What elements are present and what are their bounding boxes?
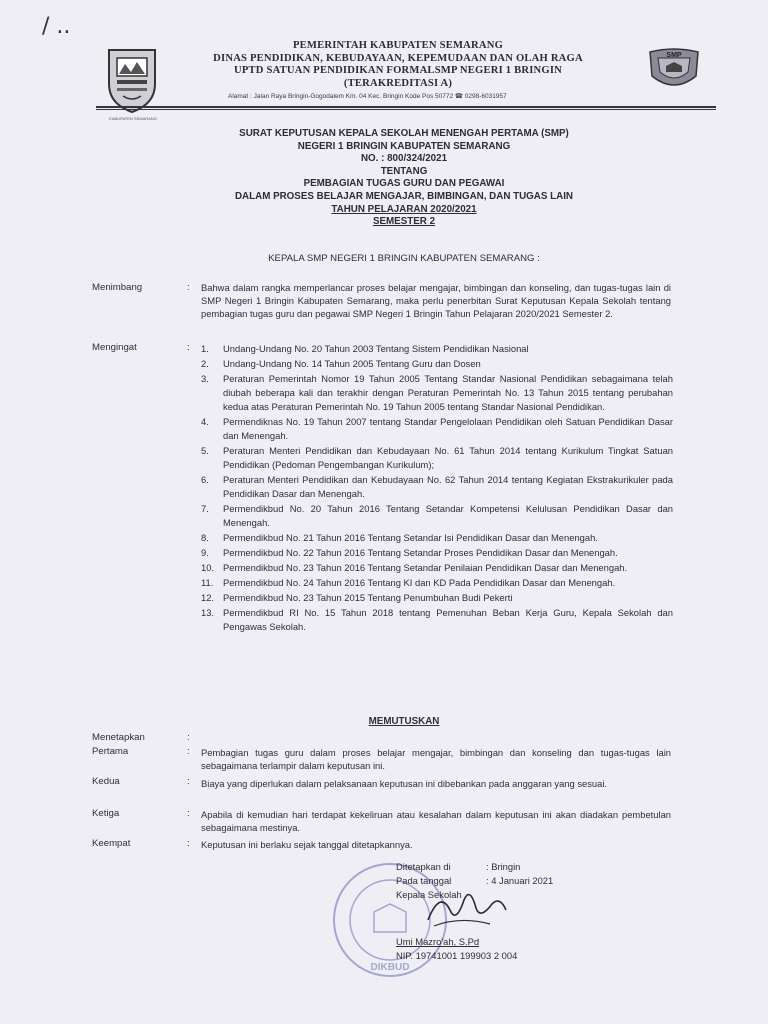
ditetapkan-value: : Bringin (486, 861, 521, 872)
tanggal-label: Pada tanggal (396, 875, 452, 886)
issuer-heading: KEPALA SMP NEGERI 1 BRINGIN KABUPATEN SEMARANG : (268, 253, 540, 264)
semester: SEMESTER 2 (372, 216, 436, 228)
signer-nip: NIP. 19741001 199903 2 004 (396, 950, 518, 961)
document-title (98, 128, 710, 229)
list-item: 3. Peraturan Pemerintah Nomor 19 Tahun 2005 Tentang Standar Nasional Pendidikan sebagaimana telah diubah beberapa kali dan terakhir dengan Peraturan Pemerintah No. 13 Tahun 2015 tentang perubahan kedua atas Peraturan Pemerintah No. 19 Tahun 2005 tentang Standar Nasional Pendidikan. (201, 373, 673, 412)
list-item: 6. Peraturan Menteri Pendidikan dan Kebudayaan No. 62 Tahun 2014 tentang Kegiatan Ekstrakurikuler pada Pendidikan Dasar dan Menengah. (201, 474, 673, 499)
ketiga-colon: : (187, 808, 190, 819)
menetapkan-label: Menetapkan (92, 732, 145, 743)
menetapkan-colon: : (187, 732, 190, 743)
ketiga-label: Ketiga (92, 808, 120, 819)
list-item: 7. Permendikbud No. 20 Tahun 2016 Tentang Setandar Kompetensi Kelulusan Pendidikan Dasar dan Menengah. (201, 503, 673, 528)
letterhead-line-3: UPTD SATUAN PENDIDIKAN FORMALSMP NEGERI 1 BRINGIN (233, 65, 563, 77)
kedua-colon: : (187, 776, 190, 787)
list-item: 9. Permendikbud No. 22 Tahun 2016 Tentang Setandar Proses Pendidikan Dasar dan Menengah. (201, 547, 618, 558)
mengingat-label: Mengingat (92, 342, 137, 353)
menimbang-colon: : (187, 282, 190, 293)
school-logo (646, 46, 702, 96)
letterhead-line-4: (TERAKREDITASI A) (343, 77, 453, 89)
subject-line-2: DALAM PROSES BELAJAR MENGAJAR, BIMBINGAN, DAN TUGAS LAIN (234, 190, 573, 202)
pertama-colon: : (187, 746, 190, 757)
title-line-2: NEGERI 1 BRINGIN KABUPATEN SEMARANG (297, 140, 511, 152)
stamp-text: DIKBUD (370, 962, 410, 973)
keempat-label: Keempat (92, 838, 131, 849)
kedua-label: Kedua (92, 776, 120, 787)
keempat-text: Keputusan ini berlaku sejak tanggal ditetapkannya. (201, 839, 413, 850)
list-item: 11. Permendikbud No. 24 Tahun 2016 Tentang KI dan KD Pada Pendidikan Dasar dan Menengah. (201, 577, 616, 588)
pertama-text: Pembagian tugas guru dalam proses belajar mengajar, bimbingan dan konseling dan tugas-tugas lain sebagaimana terlampir dalam keputusan ini. (201, 747, 671, 771)
memutuskan-heading: MEMUTUSKAN (368, 716, 440, 727)
pertama-label: Pertama (92, 746, 129, 757)
tanggal-value: : 4 Januari 2021 (486, 875, 554, 886)
kedua-text: Biaya yang diperlukan dalam pelaksanaan keputusan ini dibebankan pada anggaran yang sesuai. (201, 778, 608, 789)
menimbang-label: Menimbang (92, 282, 143, 293)
school-logo-text: SMP (666, 52, 682, 59)
letterhead-address: Alamat : Jalan Raya Bringin-Gogodalem Km. 04 Kec. Bringin Kode Pos 50772 ☎ 0298-6031957 (228, 93, 507, 100)
ketiga-text: Apabila di kemudian hari terdapat kekeliruan atau kesalahan dalam keputusan ini akan diadakan pembetulan sebagaimana mestinya. (201, 809, 671, 833)
letterhead (170, 40, 626, 90)
corner-mark: / .. (42, 14, 71, 39)
emblem-caption: KABUPATEN SEMARANG (109, 116, 157, 121)
list-item: 13. Permendikbud RI No. 15 Tahun 2018 tentang Pemenuhan Beban Kerja Guru, Kepala Sekolah dan Pengawas Sekolah. (201, 607, 673, 632)
regency-emblem-logo (103, 44, 161, 121)
list-item: 10. Permendikbud No. 23 Tahun 2016 Tentang Setandar Penilaian Pendidikan Dasar dan Menengah. (201, 562, 628, 573)
handwritten-signature (420, 880, 510, 935)
letterhead-divider (96, 106, 716, 110)
ditetapkan-label: Ditetapkan di (396, 861, 451, 872)
mengingat-colon: : (187, 342, 190, 353)
list-item: 12. Permendikbud No. 23 Tahun 2015 Tentang Penumbuhan Budi Pekerti (201, 592, 513, 603)
title-tentang: TENTANG (380, 165, 428, 177)
academic-year: TAHUN PELAJARAN 2020/2021 (331, 203, 477, 215)
menimbang-text: Bahwa dalam rangka memperlancar proses belajar mengajar, bimbingan dan konseling, dan tugas-tugas lain di SMP Negeri 1 Bringin Kabupaten Semarang, maka perlu penerbitan Surat Keputusan Kepala Sekolah tentang pembagian tugas guru dan pegawai SMP Negeri 1 Bringin Tahun Pelajaran 2020/2021 Semester 2. (201, 282, 671, 319)
list-item: 2. Undang-Undang No. 14 Tahun 2005 Tentang Guru dan Dosen (201, 358, 481, 369)
list-item: 5. Peraturan Menteri Pendidikan dan Kebudayaan No. 61 Tahun 2014 tentang Kurikulum Tingkat Satuan Pendidikan (Pedoman Pengembangan Kurikulum); (201, 445, 673, 470)
letterhead-line-1: PEMERINTAH KABUPATEN SEMARANG (292, 40, 504, 51)
keempat-colon: : (187, 838, 190, 849)
title-line-1: SURAT KEPUTUSAN KEPALA SEKOLAH MENENGAH PERTAMA (SMP) (239, 128, 569, 139)
mengingat-list (201, 342, 673, 635)
signer-position: Kepala Sekolah (396, 889, 462, 900)
signer-name: Umi Mazro'ah, S.Pd (396, 936, 480, 947)
letterhead-line-2: DINAS PENDIDIKAN, KEBUDAYAAN, KEPEMUDAAN DAN OLAH RAGA (213, 52, 583, 64)
list-item: 1. Undang-Undang No. 20 Tahun 2003 Tentang Sistem Pendidikan Nasional (201, 343, 529, 354)
list-item: 4. Permendiknas No. 19 Tahun 2007 tentang Standar Pengelolaan Pendidikan oleh Satuan Pendidikan Dasar dan Menengah. (201, 416, 673, 441)
list-item: 8. Permendikbud No. 21 Tahun 2016 Tentang Setandar Isi Pendidikan Dasar dan Menengah. (201, 532, 598, 543)
subject-line-1: PEMBAGIAN TUGAS GURU DAN PEGAWAI (303, 178, 505, 190)
document-number: NO. : 800/324/2021 (360, 153, 448, 165)
